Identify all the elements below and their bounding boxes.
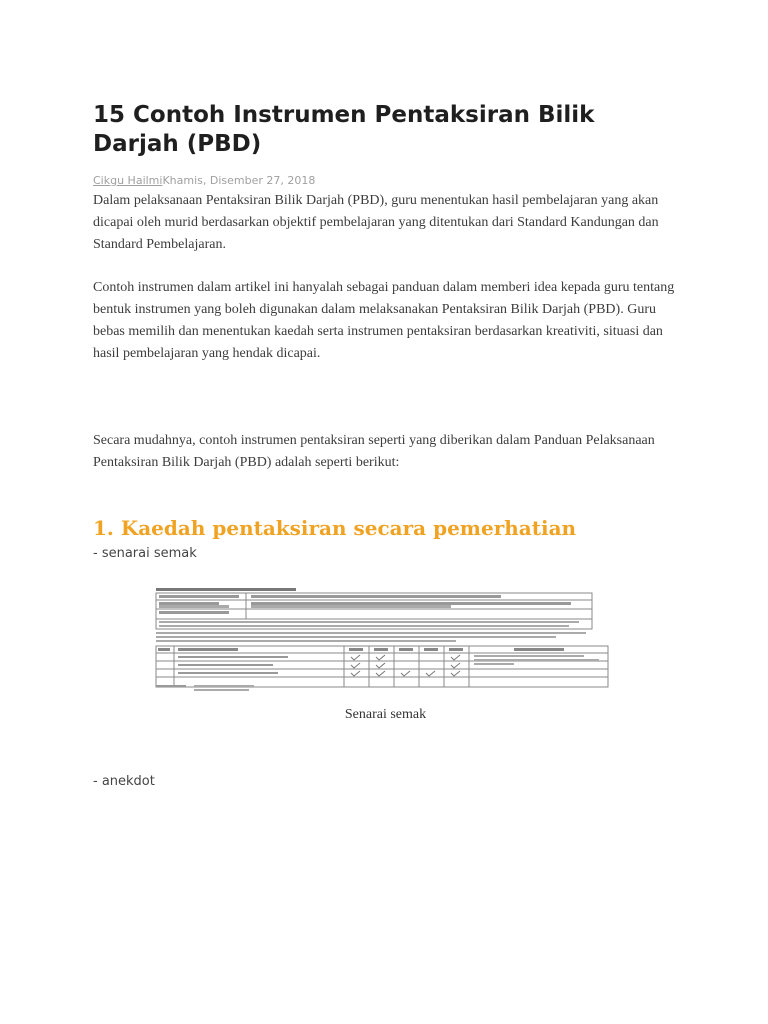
figure-caption: Senarai semak [344, 707, 427, 722]
checklist-figure-image [154, 587, 614, 693]
post-date: Khamis, Disember 27, 2018 [162, 174, 316, 187]
paragraph-summary: Secara mudahnya, contoh instrumen pentaksiran seperti yang diberikan dalam Panduan Pelaksanaan Pentaksiran Bilik Darjah (PBD) adalah seperti berikut: [93, 433, 655, 470]
list-item-checklist: - senarai semak [93, 546, 197, 561]
list-item-anecdote: - anekdot [93, 774, 155, 789]
author-link[interactable]: Cikgu Hailmi [93, 174, 163, 187]
paragraph-intro: Dalam pelaksanaan Pentaksiran Bilik Darjah (PBD), guru menentukan hasil pembelajaran yang akan dicapai oleh murid berdasarkan objektif pembelajaran yang ditentukan dari Standard Kandungan dan Standard Pembelajaran. [93, 193, 659, 252]
paragraph-guide: Contoh instrumen dalam artikel ini hanyalah sebagai panduan dalam memberi idea kepada guru tentang bentuk instrumen yang boleh digunakan dalam melaksanakan Pentaksiran Bilik Darjah (PBD). Guru bebas memilih dan menentukan kaedah serta instrumen pentaksiran berdasarkan kreativiti, situasi dan hasil pembelajaran yang hendak dicapai. [93, 280, 675, 361]
section-heading: 1. Kaedah pentaksiran secara pemerhatian [93, 516, 577, 540]
article-meta [93, 174, 315, 188]
article-title: 15 Contoh Instrumen Pentaksiran Bilik Darjah (PBD) [93, 102, 595, 157]
